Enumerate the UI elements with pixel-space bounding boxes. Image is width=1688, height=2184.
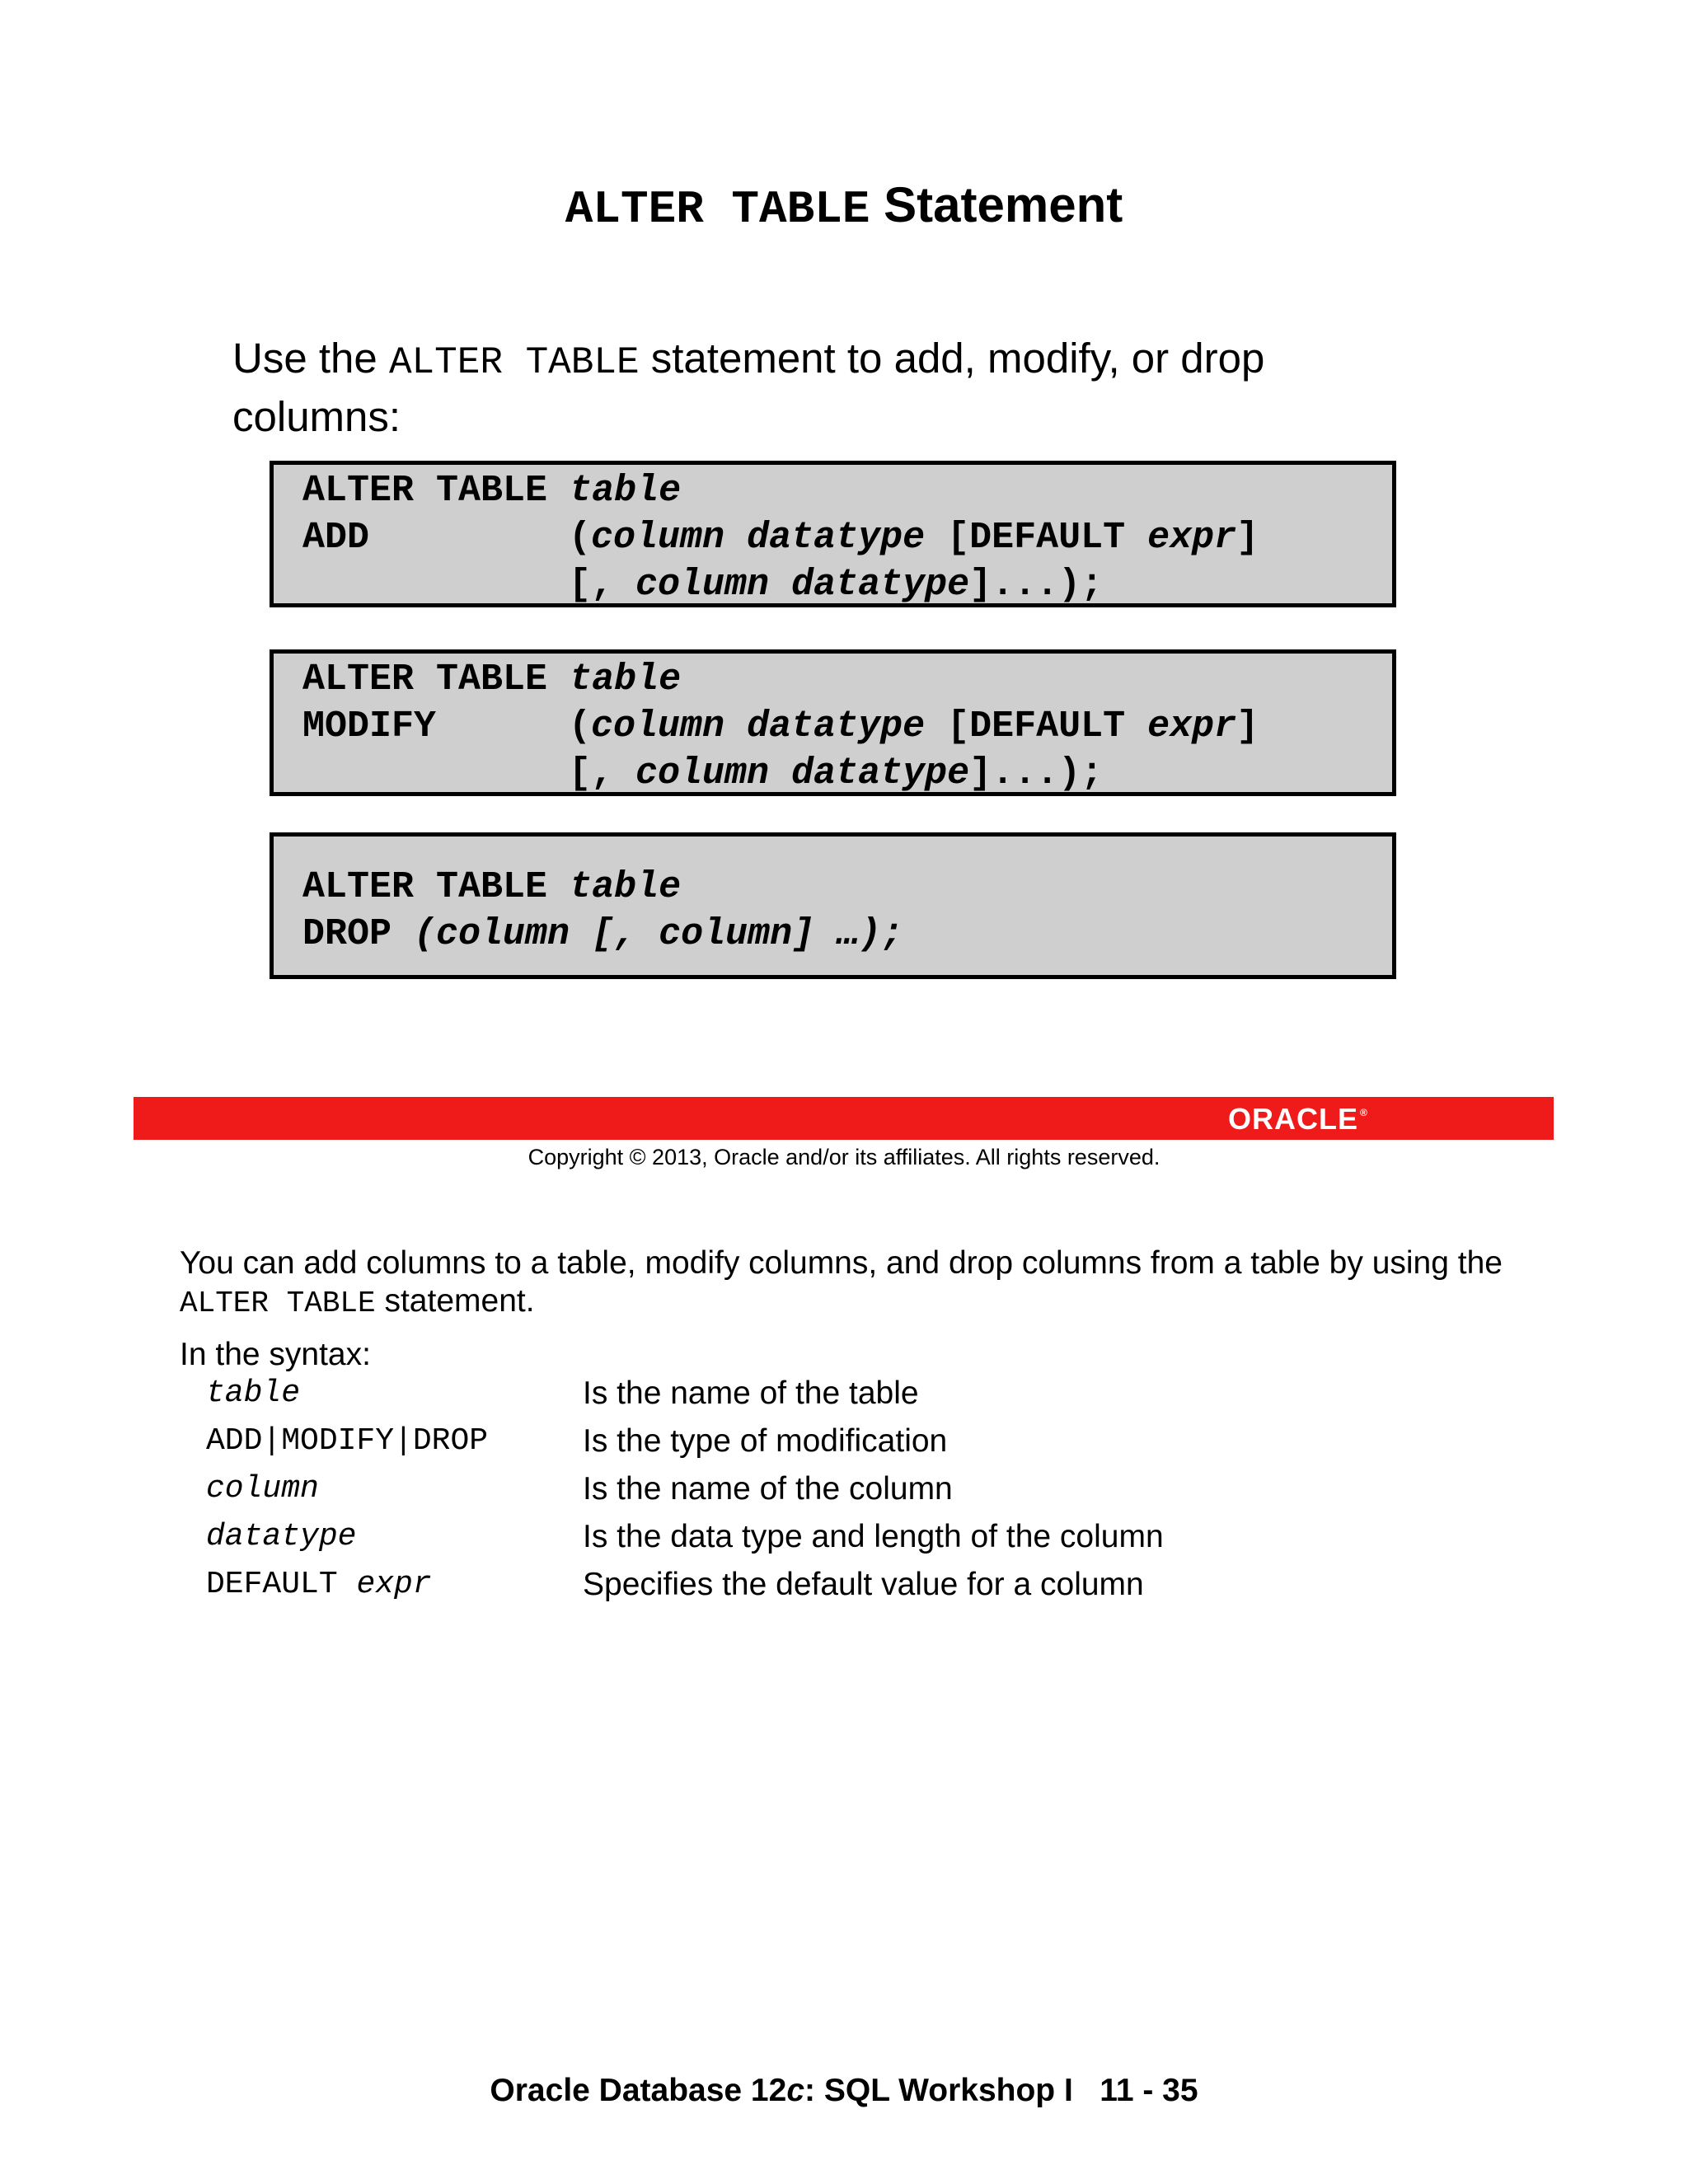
code-bracket: ]...); [969,752,1104,794]
syntax-term-text: datatype [206,1519,357,1554]
title-keyword: ALTER TABLE [565,183,870,236]
code-placeholder: expr [1147,517,1237,559]
notes-text: statement. [375,1283,535,1319]
syntax-term [206,1373,300,1414]
oracle-logo-text: ORACLE [1228,1102,1358,1136]
code-placeholder: table [570,470,682,512]
code-keyword: ALTER TABLE [302,866,570,908]
syntax-desc: Specifies the default value for a column [583,1567,1144,1602]
code-line [569,562,1103,608]
code-box-modify [270,649,1396,796]
syntax-term-text: expr [356,1567,432,1602]
code-placeholder: table [570,658,682,701]
code-bracket: ]...); [969,564,1104,606]
syntax-term-text: DEFAULT [206,1567,357,1602]
code-paren: ( [569,517,592,559]
code-paren: ( [569,705,592,748]
page-title [0,176,1688,239]
syntax-row [0,1373,1688,1414]
footer-text: Oracle Database 12 [490,2073,787,2108]
code-placeholder: expr [1147,705,1237,748]
footer-italic: c [786,2073,805,2108]
code-placeholder: column datatype [635,564,970,606]
title-text: Statement [884,177,1123,232]
intro-after: statement to add, modify, or drop columns: [232,335,1265,440]
code-line [302,468,681,514]
code-keyword: ALTER TABLE [302,470,570,512]
code-line [302,704,436,750]
code-line [302,912,903,958]
code-line [302,865,681,911]
intro-text [232,331,1419,444]
footer-text: : SQL Workshop I 11 - 35 [804,2073,1198,2108]
code-bracket: ] [1236,705,1259,748]
syntax-desc: Is the name of the table [583,1376,919,1411]
intro-keyword: ALTER TABLE [388,341,640,384]
copyright-notice: Copyright © 2013, Oracle and/or its affiliates. All rights reserved. [528,1145,1160,1169]
code-bracket: ] [1236,517,1259,559]
code-placeholder: column datatype [591,517,926,559]
code-box-drop [270,832,1396,979]
notes-paragraph [180,1244,1564,1323]
syntax-row [0,1516,1688,1558]
syntax-desc: Is the name of the column [583,1471,953,1507]
notes-keyword: ALTER TABLE [180,1286,376,1320]
syntax-row [0,1469,1688,1510]
syntax-term [206,1469,319,1510]
syntax-desc: Is the type of modification [583,1423,948,1459]
code-placeholder: table [570,866,682,908]
code-keyword: ADD [302,517,370,559]
oracle-logo [1228,1102,1368,1136]
syntax-term-text: column [206,1471,319,1507]
code-keyword: DROP [302,913,415,955]
code-keyword: [DEFAULT [925,705,1148,748]
registered-mark: ® [1360,1107,1368,1118]
code-keyword: [DEFAULT [925,517,1148,559]
code-line [569,751,1103,797]
code-box-add [270,461,1396,607]
syntax-term-text: table [206,1376,301,1411]
syntax-term: ADD|MODIFY|DROP [206,1423,489,1459]
code-placeholder: column datatype [635,752,970,794]
page-footer [0,2070,1688,2111]
notes-text: You can add columns to a table, modify columns, and drop columns from a table by using the [180,1245,1503,1281]
code-placeholder: (column [, column] …); [414,913,904,955]
code-line [569,704,1259,750]
syntax-row [0,1564,1688,1605]
intro-before: Use the [232,335,389,382]
code-bracket: [, [569,564,636,606]
code-placeholder: column datatype [591,705,926,748]
code-keyword: MODIFY [302,705,437,748]
syntax-term [206,1516,356,1558]
code-keyword: ALTER TABLE [302,658,570,701]
syntax-term [206,1564,432,1605]
code-bracket: [, [569,752,636,794]
syntax-heading: In the syntax: [180,1337,371,1372]
syntax-row [0,1421,1688,1462]
code-line [569,515,1259,561]
code-line [302,515,369,561]
code-line [302,657,681,703]
syntax-desc: Is the data type and length of the column [583,1519,1164,1554]
